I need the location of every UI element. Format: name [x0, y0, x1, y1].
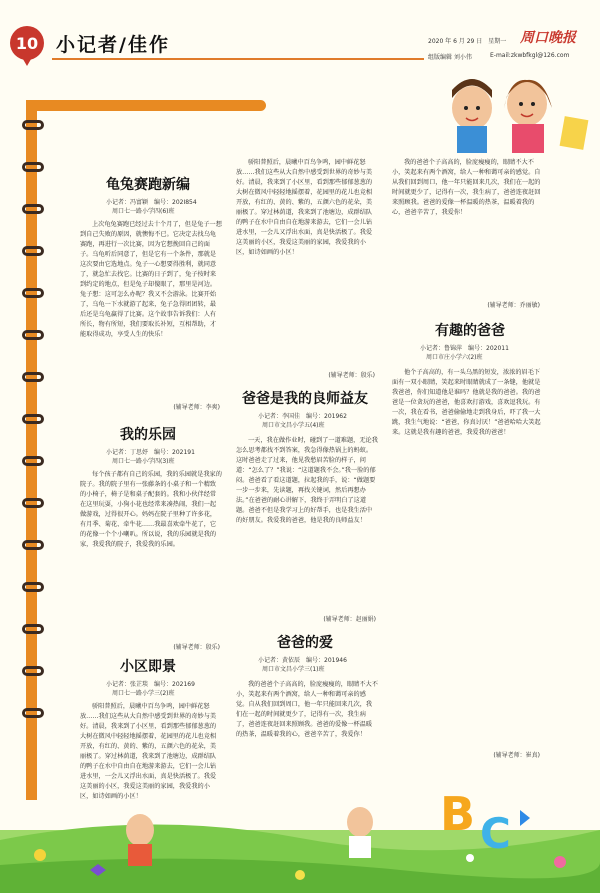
article-title: 爸爸是我的良师益友: [242, 391, 368, 407]
article-paragraph: 他个子高高的，有一头乌黑的短发，浓浓的眉毛下面有一双小眼睛，笑起来时眼睛就成了一条缝，他就是我爸爸，你们知道他是谁吗？他就是我的爸爸。我的爸爸是一位贪玩的爸爸，他喜欢打游戏，喜欢逗我玩。有一次，我在看书，爸爸偷偷地走到我身后，吓了我一大跳，我生气地说：“爸爸，你真讨厌！”爸爸哈哈大笑起来。这就是我有趣的爸爸，我爱我的爸爸！: [392, 369, 541, 436]
article-paragraph: 骄阳普照后，晨曦中百鸟争鸣，园中鲜花怒放……我们这些从大自然中感受到世界的奇妙与美好。清晨，我来到了小区里，看到那些郁郁葱葱的大树在微风中轻轻地摇摆着，花园里的花儿也竞相开放，有红的、黄的、紫的，五颜六色的花朵，美丽极了。穿过林荫道，我来到了池塘边，成群结队的鸭子在水中自由自在地游来游去，它们一会儿钻进水里，一会儿又浮出水面，真是快活极了。我爱这美丽的小区，我爱这美丽的家园，我爱我的小区，如诗如画的小区！: [80, 703, 217, 800]
ring-icon: [22, 624, 44, 634]
article-continuation: [392, 158, 542, 298]
article-continuation: [236, 158, 378, 363]
article-body: [80, 470, 222, 640]
article-school: 周口七一路小学四(6)班: [112, 208, 175, 215]
issue-date: 2020 年 6 月 29 日 星期一: [428, 38, 507, 45]
article-paragraph: 一天，我在做作业时，碰到了一道难题，无论我怎么思考都找不到答案，我急得像热锅上的蚂蚁。这时爸爸走了过来，他见我愁眉苦脸的样子，问道：“怎么了？”我说：“这道题我不会。”我一脸的郁闷。爸爸看了看这道题，拉起我的手，说：“做题要一步一步来，先读题，再找关键词，然后再想办法。”在爸爸的耐心讲解下，我终于弄明白了这道题。爸爸不但是我学习上的好帮手，也是我生活中的好朋友。我爱我的爸爸，他是我的良师益友！: [236, 437, 378, 524]
ring-icon: [22, 708, 44, 718]
notebook-rings: [18, 120, 48, 755]
kids-illustration: [412, 68, 592, 153]
page-number-badge: 10: [10, 26, 44, 60]
notebook-top-bar: [26, 100, 266, 111]
article-school: 周口市庄小学六(2)班: [426, 354, 483, 361]
teacher-credit: (辅导老师：乔丽敏): [487, 302, 540, 309]
page-header: [0, 0, 600, 72]
section-title: 小记者/佳作: [56, 34, 170, 56]
paper-logo: 周口晚报: [520, 30, 576, 46]
ring-icon: [22, 372, 44, 382]
article-paragraph: 骄阳普照后，晨曦中百鸟争鸣，园中鲜花怒放……我们这些从大自然中感受到世界的奇妙与美好。清晨，我来到了小区里，看到那些郁郁葱葱的大树在微风中轻轻地摇摆着，花园里的花儿也竞相开放，有红的、黄的、紫的，五颜六色的花朵，美丽极了。穿过林荫道，我来到了池塘边，成群结队的鸭子在水中自由自在地游来游去，它们一会儿钻进水里，一会儿又浮出水面，真是快活极了。我爱这美丽的小区，我爱这美丽的家园，我爱我的小区，如诗如画的小区！: [236, 159, 373, 256]
article-paragraph: 我的爸爸个子高高的，脸庞瘦瘦的，眼睛不大不小，笑起来有两个酒窝，给人一种和蔼可亲的感觉。自从我们回到周口，他一年只能回来几次，我们在一起的时间就更少了，记得有一次，我生病了，爸爸连夜赶回来照顾我。爸爸的爱像一杯温暖的热茶，温暖着我的心，爸爸辛苦了，我爱你！: [236, 681, 378, 738]
ring-icon: [22, 666, 44, 676]
article-paragraph: 上次龟兔赛跑已经过去十个月了，但是兔子一想到自己失败的原因，就懊悔不已。它决定去找乌龟赛跑，再进行一次比赛，因为它想挽回自己的面子。乌龟听后同意了，但是它有一个条件，那就是这次要由它选地点。兔子一心想要得胜利，就同意了，就急忙去找它。比赛的日子到了，兔子按时来到约定的地点，但是兔子却傻眼了，那里是河边。兔子想：这可怎么办呢？我又不会游泳。比赛开始了，乌龟一下水就游了起来，兔子急得团团转，最后还是乌龟赢得了比赛。这个故事告诉我们：人有所长，物有所短，我们要取长补短，互相帮助，才能取得成功，享受人生的快乐！: [80, 221, 222, 338]
article-school: 周口市文昌小学五(4)班: [262, 422, 325, 429]
article-title: 小区即景: [120, 659, 176, 675]
ring-icon: [22, 204, 44, 214]
ring-icon: [22, 498, 44, 508]
article-byline: 小记者：黄依辰 编号：201946: [258, 657, 347, 664]
ring-icon: [22, 540, 44, 550]
article-school: 周口七一路小学三(2)班: [112, 690, 175, 697]
teacher-credit: (辅导老师：赵丽娟): [323, 616, 376, 623]
teacher-credit: (辅导老师：殷乐): [173, 644, 220, 651]
ring-icon: [22, 330, 44, 340]
article-school: 周口市文昌小学三(1)班: [262, 666, 325, 673]
editor-credit: 组版编辑 刘小伟: [428, 54, 472, 61]
teacher-credit: (辅导老师：殷乐): [328, 372, 375, 379]
ring-icon: [22, 288, 44, 298]
svg-text:B: B: [440, 787, 476, 841]
article-body: [236, 436, 378, 611]
article-title: 有趣的爸爸: [435, 323, 505, 339]
ring-icon: [22, 414, 44, 424]
article-title: 龟兔赛跑新编: [106, 177, 190, 193]
contact-email: E-mail:zkwbfkgl@126.com: [490, 52, 570, 59]
article-title: 爸爸的爱: [277, 635, 333, 651]
article-byline: 小记者：李国佳 编号：201962: [258, 413, 347, 420]
article-byline: 小记者：丁思妤 编号：202191: [106, 449, 195, 456]
article-byline: 小记者：鲁锦萍 编号：202011: [420, 345, 509, 352]
article-body: [80, 220, 222, 400]
article-title: 我的乐园: [120, 427, 176, 443]
article-paragraph: 我的爸爸个子高高的，脸庞瘦瘦的，眼睛不大不小，笑起来有两个酒窝，给人一种和蔼可亲的感觉。自从我们回到周口，他一年只能回来几次，我们在一起的时间就更少了，记得有一次，我生病了，爸爸连夜赶回来照顾我。爸爸的爱像一杯温暖的热茶，温暖着我的心，爸爸辛苦了，我爱你！: [392, 159, 541, 216]
ring-icon: [22, 456, 44, 466]
ring-icon: [22, 120, 44, 130]
article-body: [80, 702, 222, 800]
ring-icon: [22, 246, 44, 256]
ring-icon: [22, 582, 44, 592]
article-school: 周口七一路小学四(3)班: [112, 458, 175, 465]
teacher-credit: (辅导老师：李爽): [173, 404, 220, 411]
ring-icon: [22, 162, 44, 172]
article-byline: 小记者：冯富颖 编号：202I854: [106, 199, 197, 206]
header-rule: [52, 58, 424, 60]
article-paragraph: 每个孩子都有自己的乐园，我的乐园就是我家的院子。我的院子里有一张藤条的小桌子和一个精致的小椅子，椅子是和桌子配套的。我和小伙伴经常在这里玩耍，小狗小花也经常来凑热闹，我们一起做游戏，过得很开心。妈妈在院子里种了许多花，有月季、菊花、牵牛花……我最喜欢牵牛花了，它的花像一个个小喇叭。所以说，我的乐园就是我的家，我爱我的院子，我爱我的乐园。: [80, 471, 222, 548]
badge-pin-tail: [20, 54, 34, 66]
article-body: [236, 680, 378, 762]
article-byline: 小记者：张芷琰 编号：202169: [106, 681, 195, 688]
article-body: [392, 368, 542, 748]
svg-text:C: C: [480, 809, 511, 858]
teacher-credit: (辅导老师：崔真): [493, 752, 540, 759]
